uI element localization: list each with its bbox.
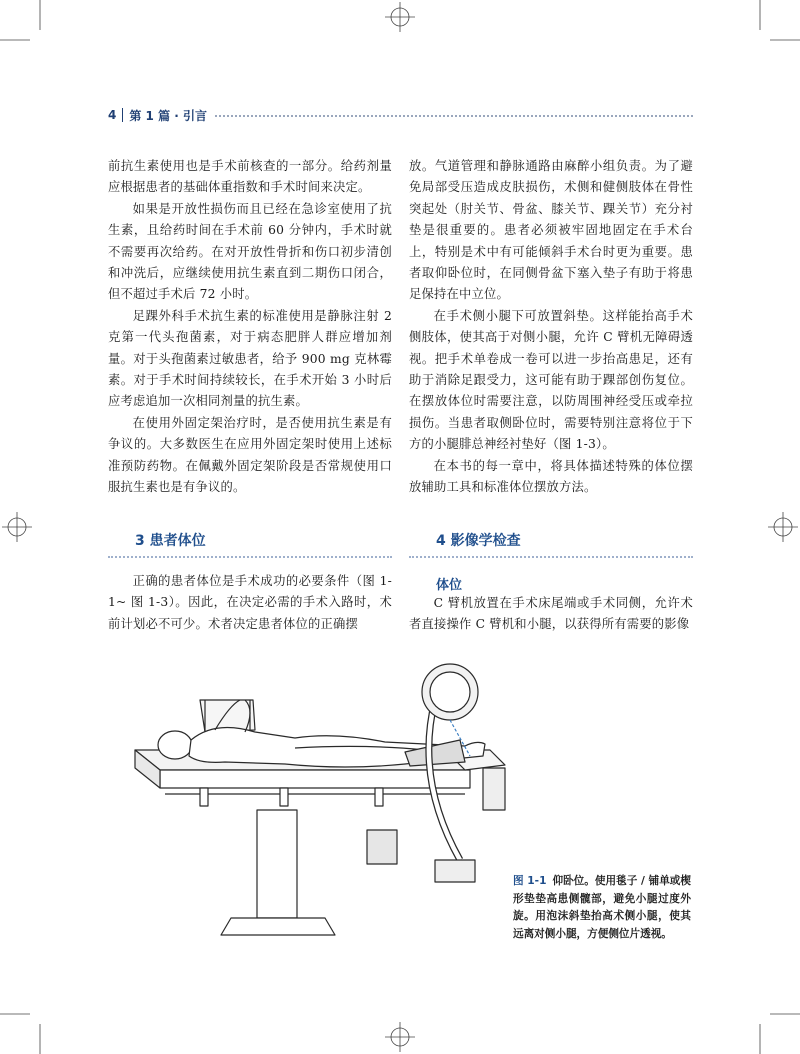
running-header (108, 107, 693, 123)
section-rule (409, 556, 693, 558)
figure-caption-text: 仰卧位。使用毯子 / 铺单或楔形垫垫高患侧髋部，避免小腿过度外旋。用泡沫斜垫抬高术侧小腿，使其远离对侧小腿，方便侧位片透视。 (513, 875, 692, 940)
header-separator (122, 108, 123, 122)
paragraph: 放。气道管理和静脉通路由麻醉小组负责。为了避免局部受压造成皮肤损伤，术侧和健侧肢体在骨性突起处（肘关节、骨盆、膝关节、踝关节）充分衬垫是很重要的。患者必须被牢固地固定在手术台上，特别是术中有可能倾斜手术台时更为重要。患者取仰卧位时，在同侧骨盆下塞入垫子有助于将患足保持在中立位。 (409, 159, 693, 302)
header-dotted-rule (215, 115, 693, 117)
paragraph: C 臂机放置在手术床尾端或手术同侧，允许术者直接操作 C 臂机和小腿，以获得所有需要的影像 (409, 596, 693, 632)
supine-position-illustration (105, 660, 525, 950)
subsection-heading: 体位 (436, 578, 463, 593)
paragraph: 前抗生素使用也是手术前核查的一部分。给药剂量应根据患者的基础体重指数和手术时间来决定。 (108, 159, 392, 195)
section-heading-4: 4 影像学检查 (436, 533, 521, 549)
part-title: 第 1 篇 · 引言 (129, 108, 207, 123)
paragraph: 正确的患者体位是手术成功的必要条件（图 1-1~ 图 1-3）。因此，在决定必需的手术入路时，术前计划必不可少。术者决定患者体位的正确摆 (108, 574, 392, 631)
paragraph: 在使用外固定架治疗时，是否使用抗生素是有争议的。大多数医生在应用外固定架时使用上述标准预防药物。在佩戴外固定架阶段是否常规使用口服抗生素也是有争议的。 (108, 415, 392, 495)
page-number: 4 (108, 108, 117, 122)
right-column-text (409, 156, 693, 499)
section-3-text (108, 571, 392, 635)
paragraph: 在手术侧小腿下可放置斜垫。这样能抬高手术侧肢体，使其高于对侧小腿，允许 C 臂机无障碍透视。把手术单卷成一卷可以进一步抬高患足，还有助于消除足跟受力，这可能有助于踝部创伤复位。在摆放体位时需要注意，以防周围神经受压或牵拉损伤。当患者取侧卧位时，需要特别注意将位于下方的小腿腓总神经衬垫好（图 1-3）。 (409, 308, 693, 452)
left-column-text (108, 156, 392, 499)
paragraph: 在本书的每一章中，将具体描述特殊的体位摆放辅助工具和标准体位摆放方法。 (409, 458, 693, 495)
paragraph: 足踝外科手术抗生素的标准使用是静脉注射 2 克第一代头孢菌素，对于病态肥胖人群应增加剂量。对于头孢菌素过敏患者，给予 900 mg 克林霉素。对于手术时间持续较长，在手术开始 3 小时后应考虑追加一次相同剂量的抗生素。 (108, 308, 392, 409)
figure-caption (513, 873, 691, 943)
figure-label: 图 1-1 (513, 875, 547, 887)
subsection-text (409, 593, 693, 636)
paragraph: 如果是开放性损伤而且已经在急诊室使用了抗生素，且给药时间在手术前 60 分钟内，手术时就不需要再次给药。在对开放性骨折和伤口初步清创和冲洗后，应继续使用抗生素直到二期伤口闭合，但不超过手术后 72 小时。 (108, 201, 392, 302)
section-heading-3: 3 患者体位 (135, 533, 206, 549)
section-rule (108, 556, 392, 558)
